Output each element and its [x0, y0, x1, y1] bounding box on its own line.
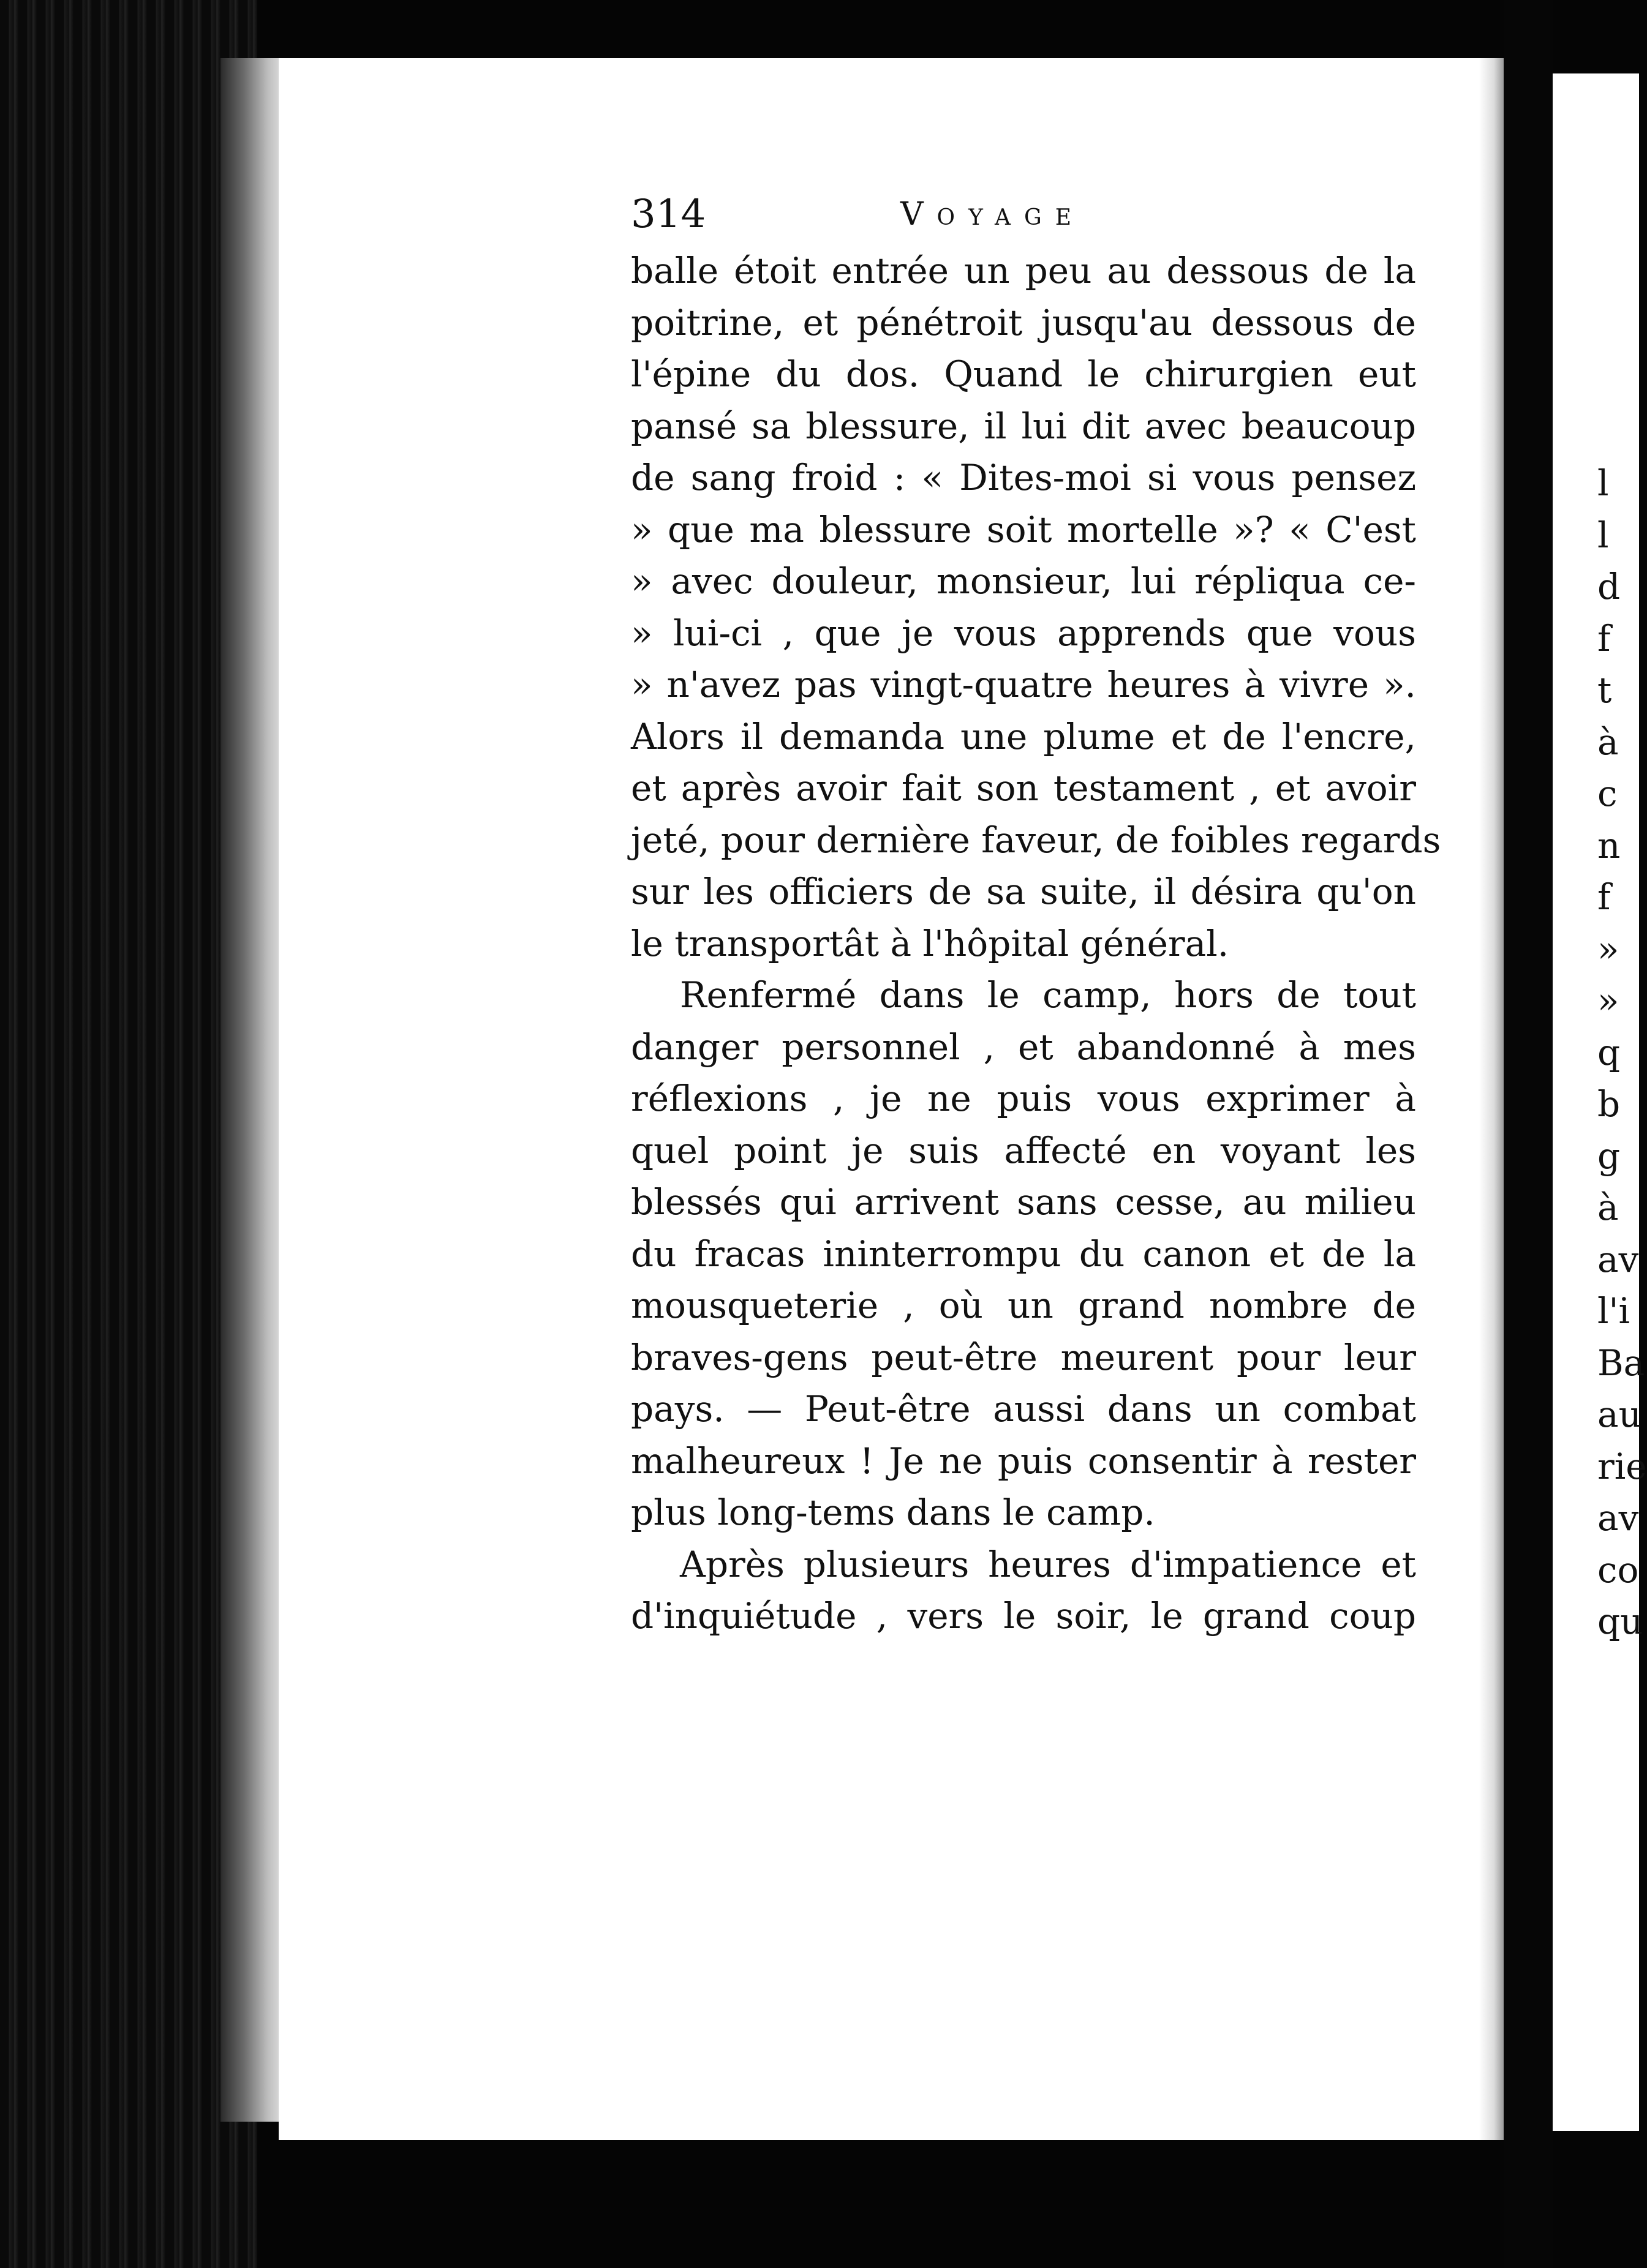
facing-page-fragment: »: [1597, 928, 1619, 970]
facing-page-fragment: f: [1597, 617, 1611, 659]
facing-page-fragment: d: [1597, 566, 1621, 607]
page-header: [631, 187, 1416, 242]
text-line: balle étoit entrée un peu au dessous de la: [631, 250, 1416, 291]
facing-page: [1553, 73, 1639, 2131]
running-title: Voyage: [900, 196, 1085, 233]
facing-page-fragment: l'i: [1597, 1290, 1630, 1332]
text-line: Après plusieurs heures d'impatience et: [680, 1543, 1416, 1585]
text-line: danger personnel , et abandonné à mes: [631, 1026, 1416, 1068]
text-line: pays. — Peut-être aussi dans un combat: [631, 1388, 1416, 1430]
text-line: braves-gens peut-être meurent pour leur: [631, 1336, 1416, 1378]
text-line: Alors il demanda une plume et de l'encre,: [631, 715, 1416, 757]
facing-page-fragment: t: [1597, 669, 1612, 711]
book-binding: [0, 0, 257, 2268]
text-line: » n'avez pas vingt-quatre heures à vivre ».: [631, 664, 1416, 705]
text-line: sur les officiers de sa suite, il désira qu'on: [631, 871, 1416, 912]
text-line: » avec douleur, monsieur, lui répliqua ce-: [631, 560, 1416, 602]
facing-page-fragment: q: [1597, 1031, 1621, 1073]
text-line: le transportât à l'hôpital général.: [631, 922, 1229, 964]
facing-page-fragment: n: [1597, 824, 1621, 866]
facing-page-fragment: c: [1597, 773, 1618, 814]
text-line: » lui-ci , que je vous apprends que vous: [631, 612, 1416, 654]
page-fold-shadow: [1479, 58, 1504, 2140]
page-edge-shading: [220, 58, 288, 2122]
text-line: pansé sa blessure, il lui dit avec beaucoup: [631, 405, 1416, 447]
text-line: Renfermé dans le camp, hors de tout: [680, 974, 1416, 1016]
facing-page-fragment: à: [1597, 1187, 1619, 1228]
body-text: [631, 245, 1441, 1642]
facing-page-fragment: av: [1597, 1497, 1639, 1539]
facing-page-fragment: av: [1597, 1238, 1639, 1280]
text-line: de sang froid : « Dites-moi si vous pensez: [631, 457, 1416, 498]
text-line: réflexions , je ne puis vous exprimer à: [631, 1078, 1416, 1119]
text-line: blessés qui arrivent sans cesse, au milieu: [631, 1181, 1416, 1223]
text-line: d'inquiétude , vers le soir, le grand coup: [631, 1595, 1416, 1637]
text-line: quel point je suis affecté en voyant les: [631, 1129, 1416, 1171]
facing-page-fragment: l: [1597, 462, 1609, 504]
facing-page-fragment: l: [1597, 514, 1609, 556]
text-line: l'épine du dos. Quand le chirurgien eut: [631, 353, 1416, 395]
text-line: » que ma blessure soit mortelle »? « C'est: [631, 508, 1416, 550]
text-line: du fracas ininterrompu du canon et de la: [631, 1233, 1416, 1275]
text-line: poitrine, et pénétroit jusqu'au dessous de: [631, 301, 1416, 344]
facing-page-fragment: »: [1597, 980, 1619, 1021]
facing-page-fragment: g: [1597, 1135, 1621, 1177]
text-line: jeté, pour dernière faveur, de foibles regards: [631, 819, 1441, 861]
text-line: malheureux ! Je ne puis consentir à rester: [631, 1440, 1416, 1482]
text-line: et après avoir fait son testament , et avoir: [631, 767, 1416, 809]
text-line: mousqueterie , où un grand nombre de: [631, 1285, 1416, 1326]
facing-page-fragment: à: [1597, 721, 1619, 763]
facing-page-fragment: rie: [1597, 1445, 1647, 1487]
page-number: 314: [631, 192, 706, 237]
facing-page-fragment: Ba: [1597, 1342, 1645, 1384]
facing-page-fragment: b: [1597, 1083, 1621, 1125]
text-line: plus long-tems dans le camp.: [631, 1492, 1155, 1533]
facing-page-fragment: co: [1597, 1549, 1639, 1591]
facing-page-fragment: au: [1597, 1394, 1641, 1435]
facing-page-fragment: f: [1597, 876, 1611, 918]
page-gutter: [1504, 0, 1553, 2268]
facing-page-fragment: qu: [1597, 1601, 1643, 1642]
